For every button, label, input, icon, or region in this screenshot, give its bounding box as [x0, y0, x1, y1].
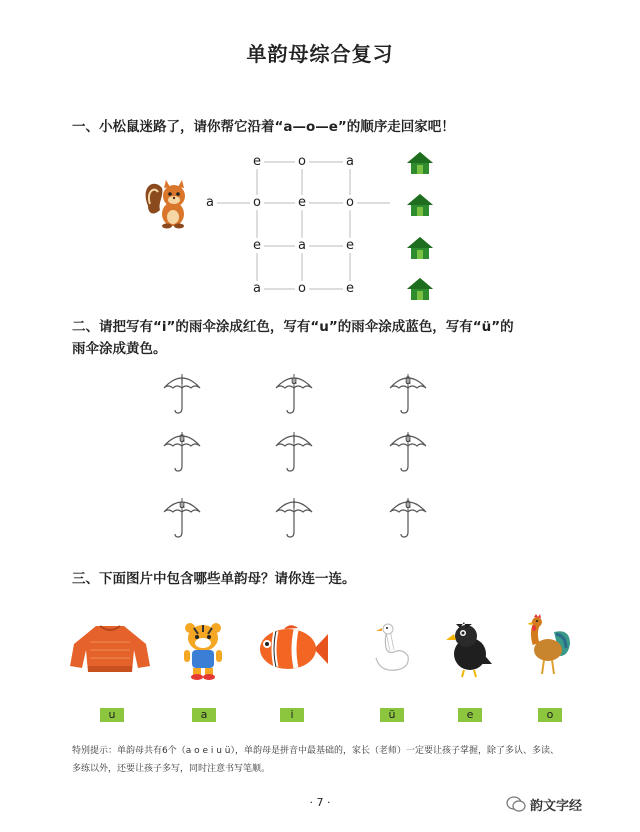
brand-watermark: 韵文字经: [530, 799, 583, 814]
tiger-icon: [180, 620, 226, 680]
page-title: 单韵母综合复习: [246, 42, 394, 66]
special-note: [72, 742, 592, 778]
grid-letter[interactable]: e: [343, 281, 357, 296]
umbrella-label: ü: [404, 376, 412, 387]
crow-icon: [444, 620, 494, 678]
grid-letter[interactable]: a: [343, 154, 357, 169]
squirrel-icon: [140, 176, 196, 230]
answer-box-u-umlaut[interactable]: ü: [380, 708, 404, 722]
answer-box-i[interactable]: i: [280, 708, 304, 722]
special-note-line-2: 多练以外，还要让孩子多写，同时注意书写笔顺。: [72, 764, 271, 774]
umbrella-label: u: [290, 376, 298, 387]
page-number: · 7 ·: [309, 796, 331, 809]
question-2-line-2: 雨伞涂成黄色。: [72, 341, 167, 357]
umbrella-label: u: [178, 500, 186, 511]
grid-letter[interactable]: a: [295, 238, 309, 253]
goose-icon: [372, 622, 412, 674]
umbrella-label: ü: [178, 434, 186, 445]
house-icon[interactable]: [406, 235, 434, 261]
special-note-line-1: 特别提示：单韵母共有6个（a o e i u ü），单韵母是拼音中最基础的，家长（老师）一定要让孩子掌握，除了多认、多读、: [72, 746, 560, 756]
umbrella-label: ü: [404, 434, 412, 445]
umbrella-label: ü: [404, 500, 412, 511]
question-1-text: 一、小松鼠迷路了，请你帮它沿着“a—o—e”的顺序走回家吧！: [72, 119, 455, 135]
grid-letter[interactable]: e: [250, 238, 264, 253]
fish-icon: [256, 624, 328, 674]
path-grid: [200, 150, 400, 300]
house-icon[interactable]: [406, 150, 434, 176]
grid-letter[interactable]: o: [295, 154, 309, 169]
answer-box-e[interactable]: e: [458, 708, 482, 722]
question-3-text: 三、下面图片中包含哪些单韵母？请你连一连。: [72, 571, 356, 587]
answer-box-a[interactable]: a: [192, 708, 216, 722]
grid-letter[interactable]: e: [295, 195, 309, 210]
grid-letter[interactable]: e: [343, 238, 357, 253]
sweater-icon: [68, 622, 152, 674]
umbrella-label: i: [292, 500, 296, 511]
grid-letter[interactable]: a: [250, 281, 264, 296]
house-icon[interactable]: [406, 276, 434, 302]
grid-letter[interactable]: e: [250, 154, 264, 169]
answer-box-u[interactable]: u: [100, 708, 124, 722]
grid-letter[interactable]: o: [295, 281, 309, 296]
answer-box-o[interactable]: o: [538, 708, 562, 722]
grid-letter[interactable]: o: [343, 195, 357, 210]
grid-letter[interactable]: a: [203, 195, 217, 210]
house-icon[interactable]: [406, 192, 434, 218]
rooster-icon: [522, 614, 572, 678]
grid-letter[interactable]: o: [250, 195, 264, 210]
wechat-icon: [506, 796, 526, 812]
umbrella-label: i: [180, 376, 184, 387]
umbrella-label: i: [292, 434, 296, 445]
question-2-line-1: 二、请把写有“i”的雨伞涂成红色，写有“u”的雨伞涂成蓝色，写有“ü”的: [72, 319, 514, 335]
